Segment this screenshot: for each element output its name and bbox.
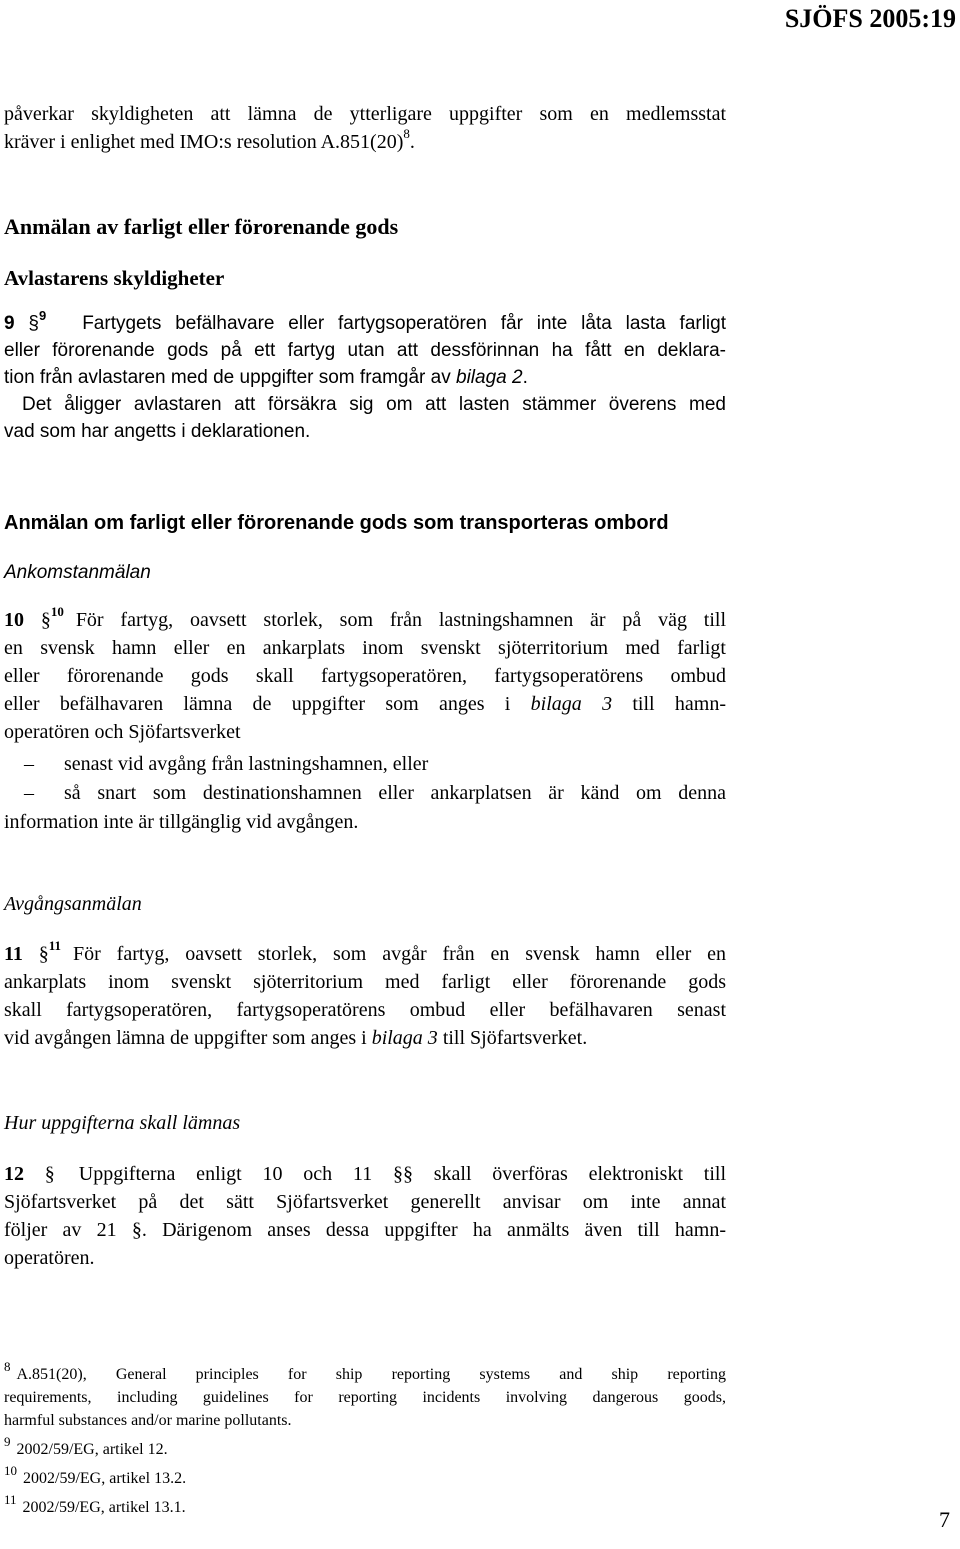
footnote-number: 11 xyxy=(4,1492,17,1507)
footnote-number: 8 xyxy=(4,1359,11,1374)
paragraph-10-closing: information inte är tillgänglig vid avgången. xyxy=(4,811,359,833)
section-heading-1: Anmälan av farligt eller förorenande gods xyxy=(4,214,399,239)
footnote-ref-11: 11 xyxy=(48,938,62,954)
footnote-10: $^{10}$ 2002/59/EG, artikel 13.2. xyxy=(4,1463,187,1487)
bilaga-3-ref: bilaga 3 xyxy=(371,1027,438,1049)
footnote-ref-8: 8 xyxy=(403,126,410,142)
subheading-hur-uppgifterna: Hur uppgifterna skall lämnas xyxy=(4,1112,241,1134)
list-item: – så snart som destinationshamnen eller ankarplatsen är känd om denna xyxy=(24,782,726,804)
subheading-ankomstanmalan: Ankomstanmälan xyxy=(4,562,151,583)
paragraph-10: 10 §$^{10}$ För fartyg, oavsett storlek, som från lastningshamnen är på väg till en svensk hamn eller en ankarplats inom svenskt sjöterritorium med farligt eller förorenande gods skall fartygsoperatören, fartygsoperatörens ombud eller befälhavaren lämna de uppgifter som anges i bilaga 3 till hamn- operatören och Sjöfartsverket xyxy=(4,604,726,743)
paragraph-number-12: 12 § xyxy=(4,1163,55,1185)
footnote-ref-10: 10 xyxy=(50,604,64,620)
footnote-number: 9 xyxy=(4,1434,11,1449)
intro-paragraph xyxy=(4,100,726,156)
footnote-ref-9: 9 xyxy=(38,307,47,323)
list-item: – senast vid avgång från lastningshamnen, eller xyxy=(24,753,429,775)
paragraph-11: 11 §$^{11}$ För fartyg, oavsett storlek, som avgår från en svensk hamn eller en ankarplats inom svenskt sjöterritorium med farligt eller förorenande gods skall fartygsoperatören, fartygsoperatörens ombud eller befälhavaren senast vid avgången lämna de uppgifter som anges i bilaga 3 till Sjöfartsverket. xyxy=(4,938,727,1049)
footnote-8: $^8$ A.851(20), General principles for ship reporting systems and ship reporting requirements, including guidelines for reporting incidents involving dangerous goods, harmful substances and/or marine pollutants. xyxy=(4,1359,726,1429)
dash-bullet: – xyxy=(24,782,34,804)
footnote-number: 10 xyxy=(4,1463,17,1478)
page-number: 7 xyxy=(939,1507,950,1532)
intro-line-2: kräver i enlighet med IMO:s resolution $A.851(20)^8$. xyxy=(4,126,415,153)
subheading-avlastarens: Avlastarens skyldigheter xyxy=(4,266,225,290)
bilaga-3-ref: bilaga 3 xyxy=(530,693,613,715)
paragraph-12: 12 § Uppgifterna enligt 10 och 11 §§ skall överföras elektroniskt till Sjöfartsverket på det sätt Sjöfartsverket generellt anvisar om inte annat följer av 21 §. Därigenom anses dessa uppgifter ha anmälts även till hamn- operatören. xyxy=(4,1163,727,1269)
document-id: SJÖFS 2005:19 xyxy=(784,4,956,33)
footnote-11: $^{11}$ 2002/59/EG, artikel 13.1. xyxy=(4,1492,186,1516)
dash-bullet: – xyxy=(24,753,34,775)
paragraph-9: 9 §$^9$ Fartygets befälhavare eller fartygsoperatören får inte låta lasta farligt eller förorenande gods på ett fartyg utan att dessförinnan ha fått en deklara- tion från avlastaren med de uppgifter som framgår av bilaga 2. Det åligger avlastaren att försäkra sig om att lasten stämmer överens med vad som har angetts i deklarationen. xyxy=(4,307,727,442)
paragraph-number-9: 9 §$^9$ xyxy=(4,307,47,334)
intro-line-1: påverkar skyldigheten att lämna de ytterligare uppgifter som en medlemsstat xyxy=(4,103,726,125)
footnote-9: $^9$ 2002/59/EG, artikel 12. xyxy=(4,1434,168,1458)
bilaga-2-ref: bilaga 2 xyxy=(456,367,523,388)
section-heading-2: Anmälan om farligt eller förorenande gods som transporteras ombord xyxy=(4,512,669,534)
paragraph-number-10: 10 §$^{10}$ xyxy=(4,604,64,631)
paragraph-number-11: 11 §$^{11}$ xyxy=(4,938,62,965)
subheading-avgangsanmalan: Avgångsanmälan xyxy=(4,893,142,915)
